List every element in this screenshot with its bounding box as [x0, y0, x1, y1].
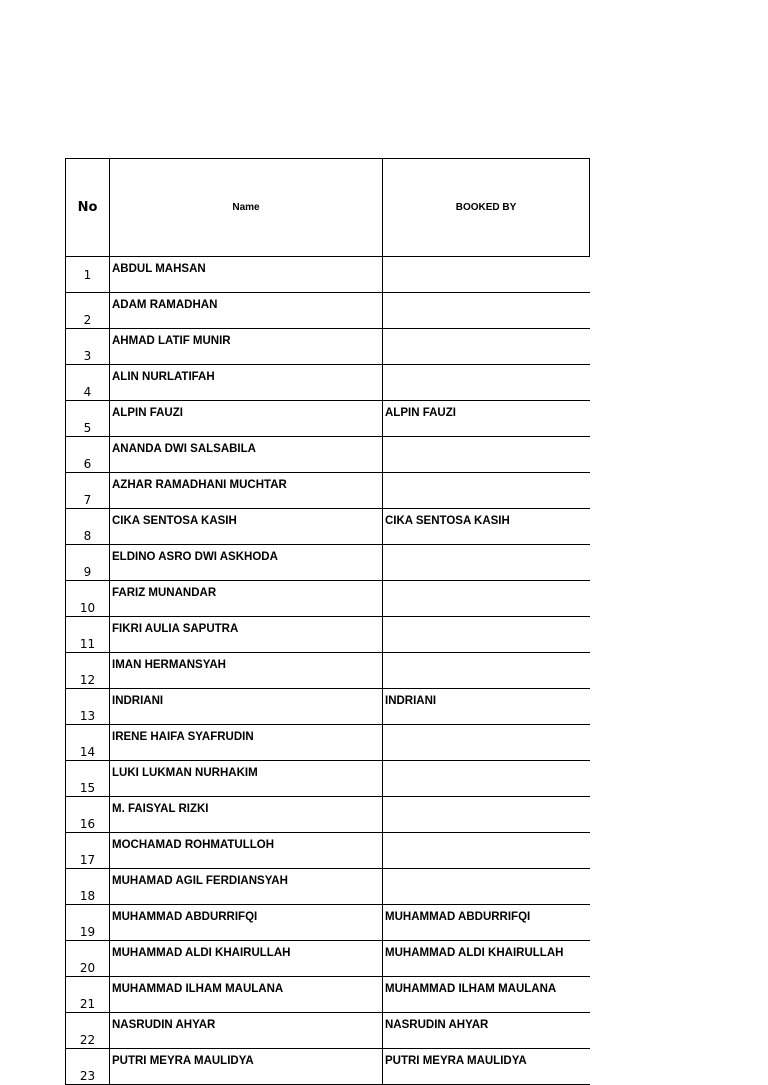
booked-by-cell[interactable] [383, 797, 590, 833]
name-cell[interactable]: CIKA SENTOSA KASIH [110, 509, 383, 545]
row-number-cell[interactable]: 8 [66, 509, 110, 545]
name-cell[interactable]: MUHAMAD AGIL FERDIANSYAH [110, 869, 383, 905]
row-number-cell[interactable]: 13 [66, 689, 110, 725]
name-cell[interactable]: IRENE HAIFA SYAFRUDIN [110, 725, 383, 761]
row-number-cell[interactable]: 15 [66, 761, 110, 797]
row-number-cell[interactable]: 5 [66, 401, 110, 437]
row-number-cell[interactable]: 16 [66, 797, 110, 833]
row-number-cell[interactable]: 22 [66, 1013, 110, 1049]
name-cell[interactable]: ANANDA DWI SALSABILA [110, 437, 383, 473]
row-number-cell[interactable]: 3 [66, 329, 110, 365]
table-row [66, 617, 590, 653]
booked-by-cell[interactable] [383, 473, 590, 509]
table-row [66, 1013, 590, 1049]
table-row [66, 653, 590, 689]
column-header-no: No [66, 159, 110, 257]
booked-by-cell[interactable] [383, 761, 590, 797]
booked-by-cell[interactable]: MUHAMMAD ABDURRIFQI [383, 905, 590, 941]
booked-by-cell[interactable] [383, 869, 590, 905]
booked-by-cell[interactable] [383, 437, 590, 473]
name-cell[interactable]: MUHAMMAD ILHAM MAULANA [110, 977, 383, 1013]
name-cell[interactable]: FARIZ MUNANDAR [110, 581, 383, 617]
name-cell[interactable]: LUKI LUKMAN NURHAKIM [110, 761, 383, 797]
name-cell[interactable]: MUHAMMAD ALDI KHAIRULLAH [110, 941, 383, 977]
table-row [66, 869, 590, 905]
booked-by-cell[interactable]: MUHAMMAD ILHAM MAULANA [383, 977, 590, 1013]
table-row [66, 365, 590, 401]
row-number-cell[interactable]: 1 [66, 257, 110, 293]
table-row [66, 797, 590, 833]
row-number-cell[interactable]: 10 [66, 581, 110, 617]
row-number-cell[interactable]: 4 [66, 365, 110, 401]
booked-by-cell[interactable] [383, 365, 590, 401]
table-row [66, 581, 590, 617]
name-cell[interactable]: FIKRI AULIA SAPUTRA [110, 617, 383, 653]
row-number-cell[interactable]: 21 [66, 977, 110, 1013]
row-number-cell[interactable]: 2 [66, 293, 110, 329]
booked-by-cell[interactable]: PUTRI MEYRA MAULIDYA [383, 1049, 590, 1085]
table-row [66, 257, 590, 293]
booked-by-cell[interactable] [383, 617, 590, 653]
name-cell[interactable]: IMAN HERMANSYAH [110, 653, 383, 689]
booked-by-cell[interactable] [383, 257, 590, 293]
row-number-cell[interactable]: 23 [66, 1049, 110, 1085]
table-row [66, 1049, 590, 1085]
row-number-cell[interactable]: 9 [66, 545, 110, 581]
table-body [66, 257, 590, 1085]
booked-by-cell[interactable] [383, 545, 590, 581]
name-cell[interactable]: ADAM RAMADHAN [110, 293, 383, 329]
booked-by-cell[interactable]: CIKA SENTOSA KASIH [383, 509, 590, 545]
name-cell[interactable]: MOCHAMAD ROHMATULLOH [110, 833, 383, 869]
booking-table [65, 158, 590, 1085]
table-row [66, 473, 590, 509]
name-cell[interactable]: MUHAMMAD ABDURRIFQI [110, 905, 383, 941]
row-number-cell[interactable]: 14 [66, 725, 110, 761]
name-cell[interactable]: AHMAD LATIF MUNIR [110, 329, 383, 365]
row-number-cell[interactable]: 19 [66, 905, 110, 941]
row-number-cell[interactable]: 6 [66, 437, 110, 473]
name-cell[interactable]: ELDINO ASRO DWI ASKHODA [110, 545, 383, 581]
booked-by-cell[interactable]: INDRIANI [383, 689, 590, 725]
table-row [66, 725, 590, 761]
table-row [66, 509, 590, 545]
table-row [66, 689, 590, 725]
booked-by-cell[interactable] [383, 653, 590, 689]
table-row [66, 401, 590, 437]
name-cell[interactable]: NASRUDIN AHYAR [110, 1013, 383, 1049]
column-header-name: Name [110, 159, 383, 257]
row-number-cell[interactable]: 17 [66, 833, 110, 869]
booked-by-cell[interactable] [383, 833, 590, 869]
booked-by-cell[interactable]: ALPIN FAUZI [383, 401, 590, 437]
row-number-cell[interactable]: 12 [66, 653, 110, 689]
name-cell[interactable]: ALPIN FAUZI [110, 401, 383, 437]
booked-by-cell[interactable] [383, 329, 590, 365]
header-row [66, 159, 590, 257]
table-row [66, 905, 590, 941]
row-number-cell[interactable]: 11 [66, 617, 110, 653]
table-row [66, 329, 590, 365]
booked-by-cell[interactable] [383, 293, 590, 329]
name-cell[interactable]: AZHAR RAMADHANI MUCHTAR [110, 473, 383, 509]
name-cell[interactable]: ABDUL MAHSAN [110, 257, 383, 293]
column-header-booked-by: BOOKED BY [383, 159, 590, 257]
table-row [66, 761, 590, 797]
name-cell[interactable]: INDRIANI [110, 689, 383, 725]
booked-by-cell[interactable]: MUHAMMAD ALDI KHAIRULLAH [383, 941, 590, 977]
booked-by-cell[interactable]: NASRUDIN AHYAR [383, 1013, 590, 1049]
row-number-cell[interactable]: 20 [66, 941, 110, 977]
row-number-cell[interactable]: 18 [66, 869, 110, 905]
table-row [66, 833, 590, 869]
booked-by-cell[interactable] [383, 725, 590, 761]
table-row [66, 545, 590, 581]
table-row [66, 437, 590, 473]
booked-by-cell[interactable] [383, 581, 590, 617]
name-cell[interactable]: M. FAISYAL RIZKI [110, 797, 383, 833]
table-row [66, 941, 590, 977]
name-cell[interactable]: ALIN NURLATIFAH [110, 365, 383, 401]
name-cell[interactable]: PUTRI MEYRA MAULIDYA [110, 1049, 383, 1085]
table-row [66, 293, 590, 329]
table-header [66, 159, 590, 257]
table-row [66, 977, 590, 1013]
row-number-cell[interactable]: 7 [66, 473, 110, 509]
